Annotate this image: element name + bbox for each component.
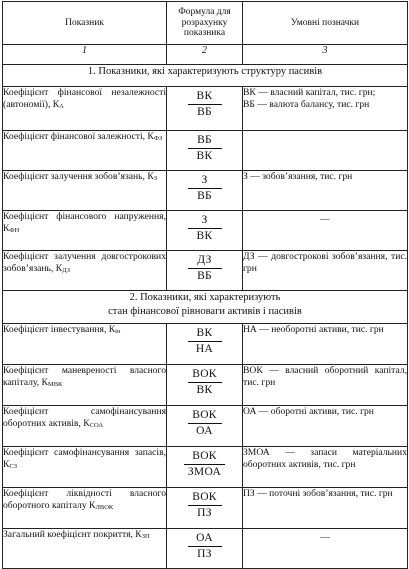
indicator-name: Коефіцієнт залучення зобов’язань, $К_З$ <box>3 171 167 211</box>
notation-cell <box>243 251 408 291</box>
indicator-name: Коефіцієнт фінансового напруження, $К_{ФН}$ <box>3 211 167 251</box>
table-row <box>3 406 408 447</box>
notation-text: ВОК — власний оборотний капітал, тис. грн <box>243 365 407 388</box>
table-row <box>3 211 408 251</box>
empty-dash: — <box>320 532 330 543</box>
denominator: ПЗ <box>197 507 212 520</box>
notation-cell <box>243 324 408 365</box>
indicator-name: Коефіцієнт самофінансування запасів, $К_{СЗ}$ <box>3 447 167 488</box>
fraction <box>188 174 222 203</box>
fraction <box>188 491 222 520</box>
table-row <box>3 447 408 488</box>
table-row <box>3 131 408 171</box>
header-formula: Формула для розрахунку показника <box>167 2 243 45</box>
numerator: ВОК <box>184 450 225 465</box>
section-row <box>3 291 408 324</box>
fraction <box>188 254 222 283</box>
indicator-name: Загальний коефіцієнт покриття, $К_{ЗП}$ <box>3 529 167 569</box>
notation-text: ВБ — валюта балансу, тис. грн <box>243 98 370 110</box>
section-1-title: 1. Показники, які характеризують структуру пасивів <box>3 65 408 87</box>
notation-text: ОА — оборотні активи, тис. грн <box>243 406 374 417</box>
indicator-name: Коефіцієнт фінансової залежності, $К_{ФЗ}$ <box>3 131 167 171</box>
fraction <box>188 532 222 561</box>
numerator: З <box>188 174 222 189</box>
notation-text: ДЗ — довгострокові зобов’язання, тис. грн <box>243 251 407 274</box>
fraction <box>188 90 222 119</box>
formula-cell <box>167 529 243 569</box>
denominator: ЗМОА <box>187 466 222 479</box>
notation-text: ВК — власний капітал, тис. грн; <box>243 87 376 98</box>
indicator-name: Коефіцієнт ліквідності власного оборотного капіталу $К_{ЛВОК}$ <box>3 488 167 529</box>
formula-cell <box>167 447 243 488</box>
numerator: ВОК <box>188 368 222 383</box>
notation-text: НА — необоротні активи, тис. грн <box>243 324 384 335</box>
numerator: ВК <box>188 90 222 105</box>
fraction <box>188 214 222 243</box>
notation-cell <box>243 529 408 569</box>
denominator: ВК <box>196 150 213 163</box>
table-row <box>3 365 408 406</box>
fraction <box>188 134 222 163</box>
table-row <box>3 171 408 211</box>
empty-dash: — <box>320 214 330 225</box>
notation-cell <box>243 488 408 529</box>
notation-cell <box>243 171 408 211</box>
formula-cell <box>167 365 243 406</box>
notation-text: ПЗ — поточні зобов’язання, тис. грн <box>243 488 393 499</box>
section-2-title: 2. Показники, які характеризують стан фінансової рівноваги активів і пасивів <box>3 291 408 324</box>
notation-text: ЗМОА — запаси матеріальних оборотних активів, тис. грн <box>243 447 407 470</box>
header-notation: Умовні позначки <box>243 2 408 45</box>
denominator: ПЗ <box>197 548 212 561</box>
numerator: ДЗ <box>188 254 222 269</box>
numerator: ВОК <box>188 491 222 506</box>
numerator: ВОК <box>188 409 222 424</box>
formula-cell <box>167 488 243 529</box>
column-number: 1 <box>3 45 167 65</box>
notation-cell <box>243 406 408 447</box>
denominator: ВБ <box>197 106 212 119</box>
numerator: ОА <box>188 532 222 547</box>
fraction <box>188 327 222 356</box>
formula-cell <box>167 131 243 171</box>
column-number: 3 <box>243 45 408 65</box>
denominator: НА <box>195 343 214 356</box>
indicator-name: Коефіцієнт самофінансування оборотних активів, $К_{СОА}$ <box>3 406 167 447</box>
numerator: ВК <box>188 327 222 342</box>
notation-cell <box>243 447 408 488</box>
denominator: ОА <box>196 425 213 438</box>
table-row <box>3 488 408 529</box>
fraction <box>184 450 225 479</box>
indicator-name: Коефіцієнт залучення довгострокових зобов’язань, $К_{ДЗ}$ <box>3 251 167 291</box>
notation-cell <box>243 131 408 171</box>
section-row <box>3 65 408 87</box>
denominator: ВБ <box>197 190 212 203</box>
numerator: ВБ <box>188 134 222 149</box>
table-row <box>3 251 408 291</box>
denominator: ВК <box>196 384 213 397</box>
indicator-name: Коефіцієнт фінансової незалежності (автономії), $К_А$ <box>3 87 167 131</box>
header-indicator: Показник <box>3 2 167 45</box>
header-row <box>3 2 408 45</box>
denominator: ВБ <box>197 270 212 283</box>
notation-cell <box>243 87 408 131</box>
indicator-name: Коефіцієнт маневреності власного капіталу, $К_{МВК}$ <box>3 365 167 406</box>
table-row <box>3 529 408 569</box>
indicators-table <box>2 1 408 569</box>
formula-cell <box>167 251 243 291</box>
notation-text: З — зобов’язання, тис. грн <box>243 171 353 182</box>
formula-cell <box>167 324 243 365</box>
denominator: ВК <box>196 230 213 243</box>
table-row <box>3 87 408 131</box>
column-number-row <box>3 45 408 65</box>
formula-cell <box>167 406 243 447</box>
table-row <box>3 324 408 365</box>
notation-cell <box>243 365 408 406</box>
indicator-name: Коефіцієнт інвестування, $К_{ін}$ <box>3 324 167 365</box>
fraction <box>188 368 222 397</box>
column-number: 2 <box>167 45 243 65</box>
fraction <box>188 409 222 438</box>
numerator: З <box>188 214 222 229</box>
notation-cell <box>243 211 408 251</box>
formula-cell <box>167 87 243 131</box>
formula-cell <box>167 211 243 251</box>
formula-cell <box>167 171 243 211</box>
